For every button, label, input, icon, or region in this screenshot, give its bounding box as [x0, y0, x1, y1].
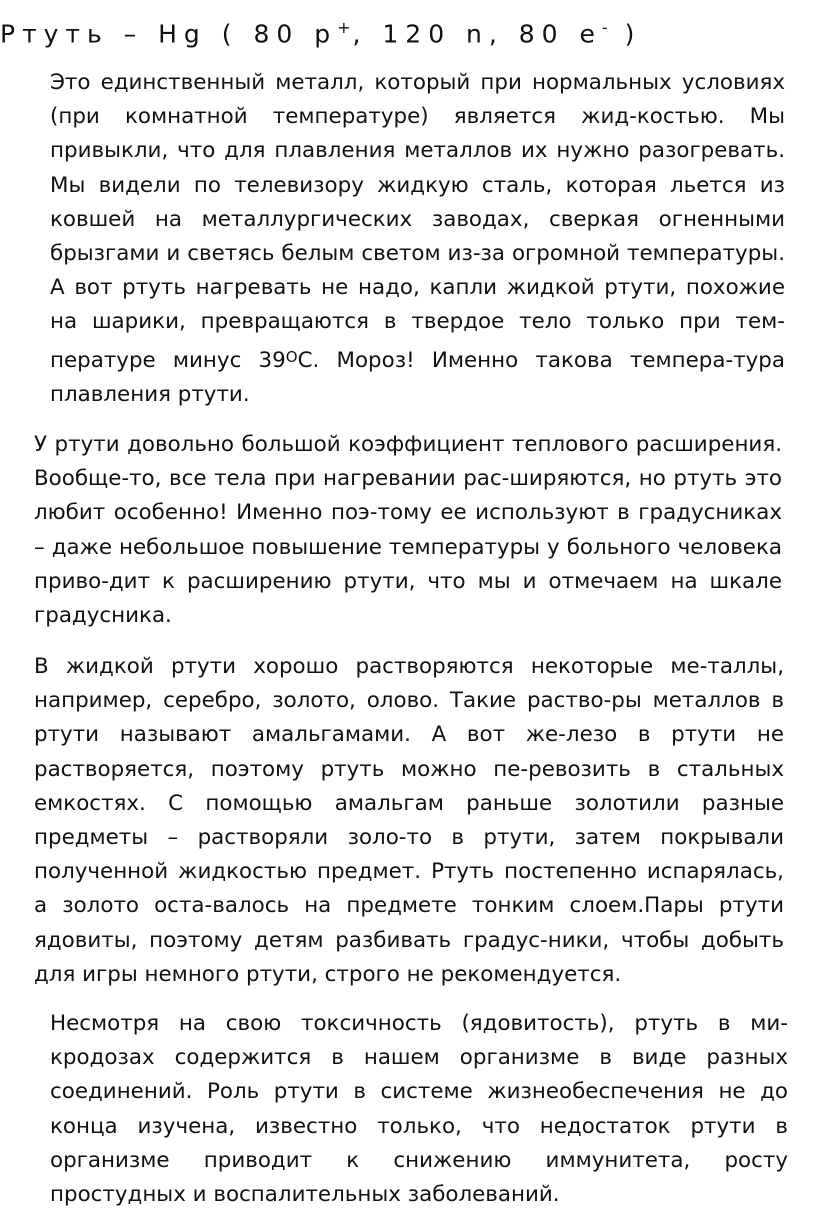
- paragraph-thermal-expansion: У ртути довольно большой коэффициент теплового расширения. Вообще-то, все тела при нагревании рас-ширяются, но ртуть это любит особенно! Именно поэ-тому ее используют в градусниках – даже небольшое повышение температуры у больного человека приво-дит к расширению ртути, что мы и отмечаем на шкале градусника.: [34, 432, 782, 629]
- paragraph-liquid-metal-text-end: С. Мороз! Именно такова темпера-тура плавления ртути.: [50, 347, 785, 407]
- paragraph-liquid-metal-text: Это единственный металл, который при нормальных условиях (при комнатной температуре) является жид-костью. Мы привыкли, что для плавления металлов их нужно разогревать. Мы видели по телевизору жидкую сталь, которая льется из ковшей на металлургических заводах, сверкая огненными брызгами и светясь белым светом из-за огромной температуры. А вот ртуть нагревать не надо, капли жидкой ртути, похожие на шарики, превращаются в твердое тело только при тем-пературе минус 39: [50, 70, 785, 373]
- composition-close: ): [609, 19, 642, 49]
- electron-charge: -: [601, 18, 610, 37]
- paragraph-amalgams: В жидкой ртути хорошо растворяются некоторые ме-таллы, например, серебро, золото, олово. Такие раство-ры металлов в ртути называют амальгамами. А вот же-лезо в ртути не растворяется, поэтому ртуть можно пе-ревозить в стальных емкостях. С помощью амальгам раньше золотили разные предметы – растворяли золо-то в ртути, затем покрывали полученной жидкостью предмет. Ртуть постепенно испарялась, а золото оста-валось на предмете тонким слоем.Пары ртути ядовиты, поэтому детям разбивать градус-ники, чтобы добыть для игры немного ртути, строго не рекомендуется.: [34, 654, 784, 987]
- composition-mid: , 120 n, 80 e: [352, 19, 602, 49]
- degree-sign: О: [285, 347, 298, 366]
- paragraph-toxicity: Несмотря на свою токсичность (ядовитость), ртуть в ми-кродозах содержится в нашем организме в виде разных соединений. Роль ртути в системе жизнеобеспечения не до конца изучена, известно только, что недостаток ртути в организме приводит к снижению иммунитета, росту простудных и воспалительных заболеваний.: [50, 1011, 788, 1208]
- paragraph-liquid-metal: [50, 66, 785, 412]
- page-title: [0, 12, 641, 50]
- composition-open: ( 80 p: [221, 19, 338, 49]
- element-name: Ртуть – Hg: [0, 19, 207, 49]
- proton-charge: +: [337, 18, 353, 37]
